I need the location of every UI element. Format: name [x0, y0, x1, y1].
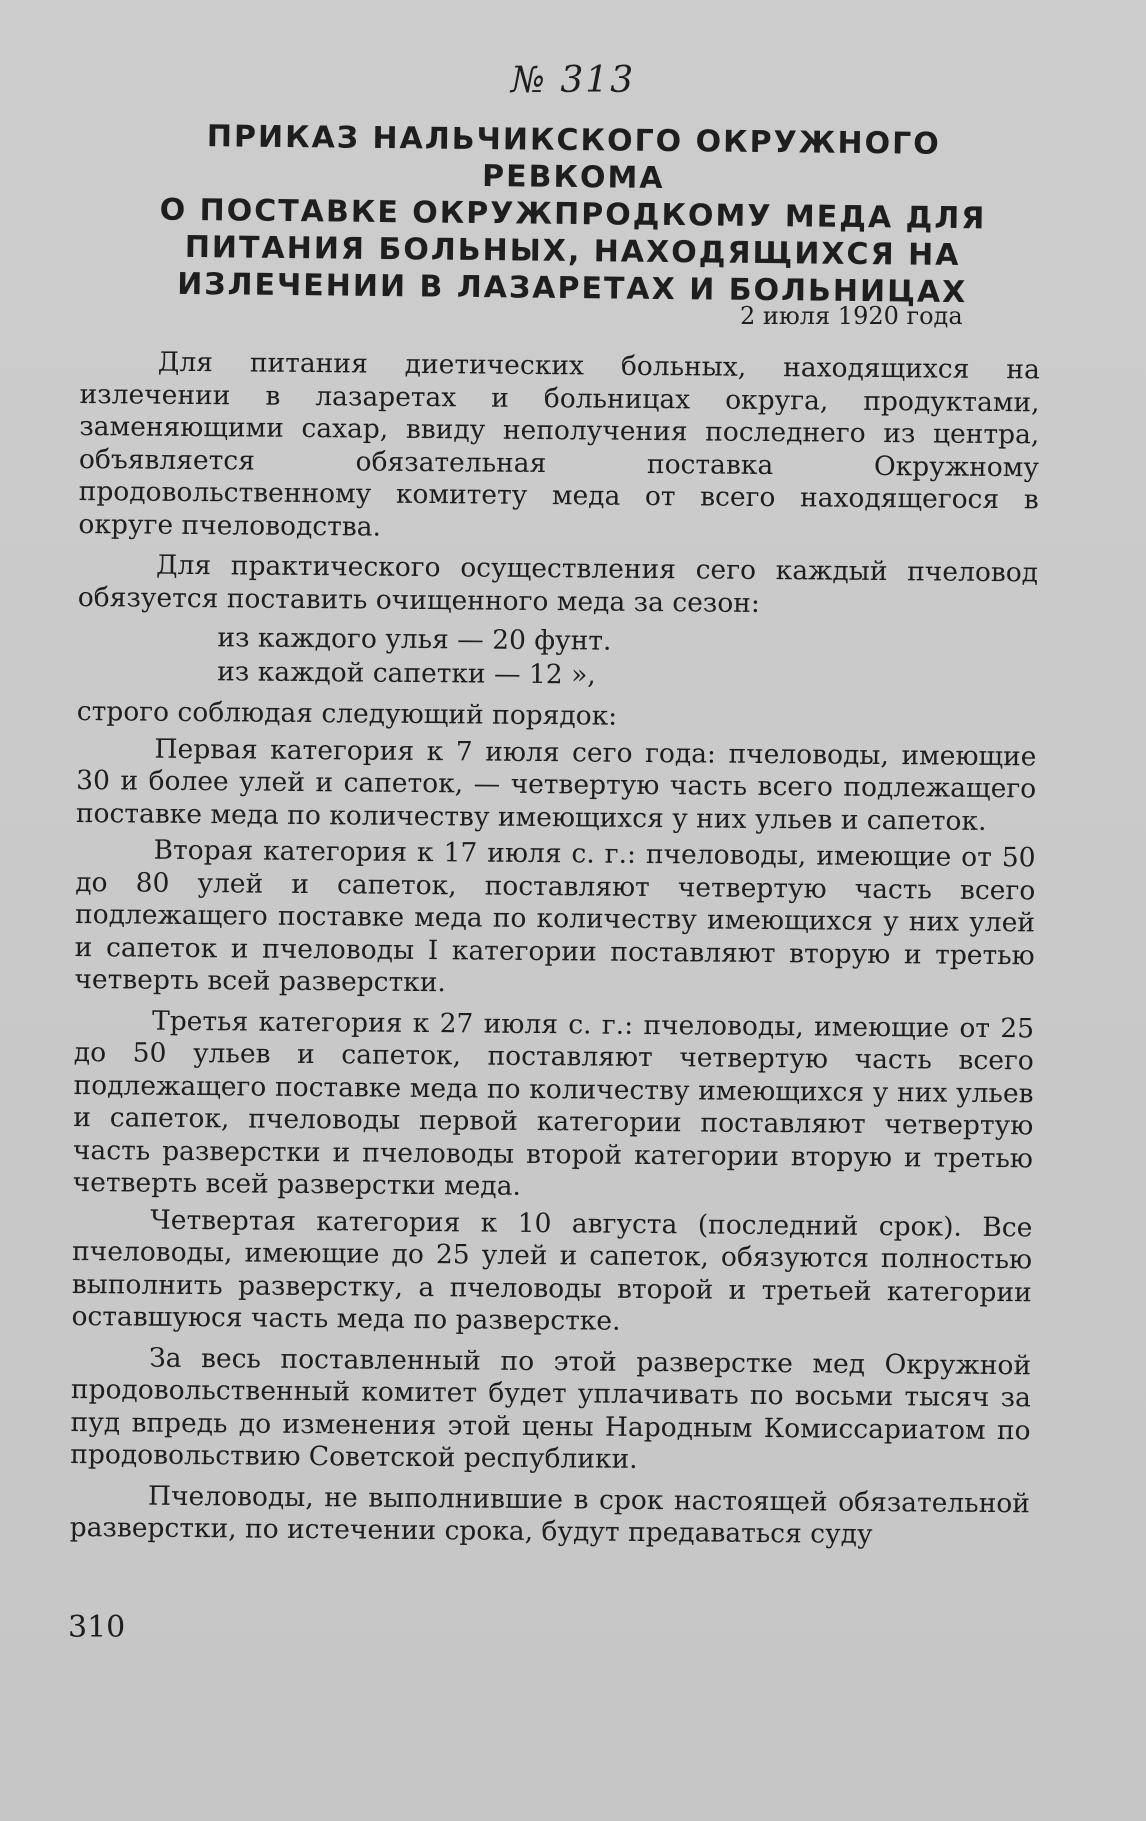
document-title	[119, 117, 1027, 311]
paragraph-category-1: Первая категория к 7 июля сего года: пчеловоды, имеющие 30 и более улей и сапеток, — четвертую часть всего подлежащего поставке меда по количеству имеющихся у них ульев и сапеток.	[75, 733, 1037, 837]
document-number: № 313	[510, 60, 636, 101]
title-line: ПИТАНИЯ БОЛЬНЫХ, НАХОДЯЩИХСЯ НА	[184, 229, 961, 274]
paragraph-payment: За весь поставленный по этой разверстке мед Окружной продовольственный комитет будет уплачивать по восьми тысяч за пуд впредь до изменения этой цены Народным Комиссариатом по продовольствию Советской республики.	[70, 1342, 1032, 1475]
paragraph-category-2: Вторая категория к 17 июля с. г.: пчеловоды, имеющие от 50 до 80 улей и сапеток, поставляют четвертую часть всего подлежащего поставке меда по количеству имеющихся у них улей и сапеток и пчеловоды I категории поставляют вторую и третью четверть всей разверстки.	[74, 834, 1036, 999]
title-line: ИЗЛЕЧЕНИИ В ЛАЗАРЕТАХ И БОЛЬНИЦАХ	[176, 266, 968, 311]
paragraph-category-4: Четвертая категория к 10 августа (последний срок). Все пчеловоды, имеющие до 25 улей и сапеток, обязуются полностью выполнить разверстку, а пчеловоды второй и третьей категории оставшуюся часть меда по разверстке.	[71, 1204, 1033, 1337]
quota-list	[217, 621, 1038, 696]
page-number: 310	[68, 1610, 126, 1645]
title-line: ПРИКАЗ НАЛЬЧИКСКОГО ОКРУЖНОГО РЕВКОМА	[206, 119, 941, 196]
quota-item-sapetka: из каждой сапетки — 12 »,	[217, 656, 596, 691]
paragraph-order-intro: строго соблюдая следующий порядок:	[76, 695, 618, 732]
paragraph-penalty: Пчеловоды, не выполнившие в срок настоящей обязательной разверстки, по истечении срока, будут предаваться суду	[69, 1480, 1031, 1550]
quota-item-hive: из каждого улья — 20 фунт.	[217, 622, 612, 657]
paragraph-intro: Для питания диетических больных, находящихся на излечении в лазаретах и больницах округа, продуктами, заменяющими сахар, ввиду неполучения последнего из центра, объявляется обязательная поставка Окружному продовольственному комитету меда от всего находящегося в округе пчеловодства.	[78, 346, 1040, 543]
document-body	[69, 346, 1039, 1561]
document-date: 2 июля 1920 года	[740, 302, 963, 330]
title-line: О ПОСТАВКЕ ОКРУЖПРОДКОМУ МЕДА ДЛЯ	[159, 192, 987, 237]
paragraph-obligation: Для практического осуществления сего каждый пчеловод обязуется поставить очищенного меда за сезон:	[77, 549, 1039, 619]
paragraph-category-3: Третья категория к 27 июля с. г.: пчеловоды, имеющие от 25 до 50 ульев и сапеток, поставляют четвертую часть всего подлежащего поставке меда по количеству имеющихся у них ульев и сапеток, пчеловоды первой категории поставляют четвертую часть разверстки и пчеловоды второй категории вторую и третью четверть всей разверстки меда.	[72, 1005, 1035, 1202]
